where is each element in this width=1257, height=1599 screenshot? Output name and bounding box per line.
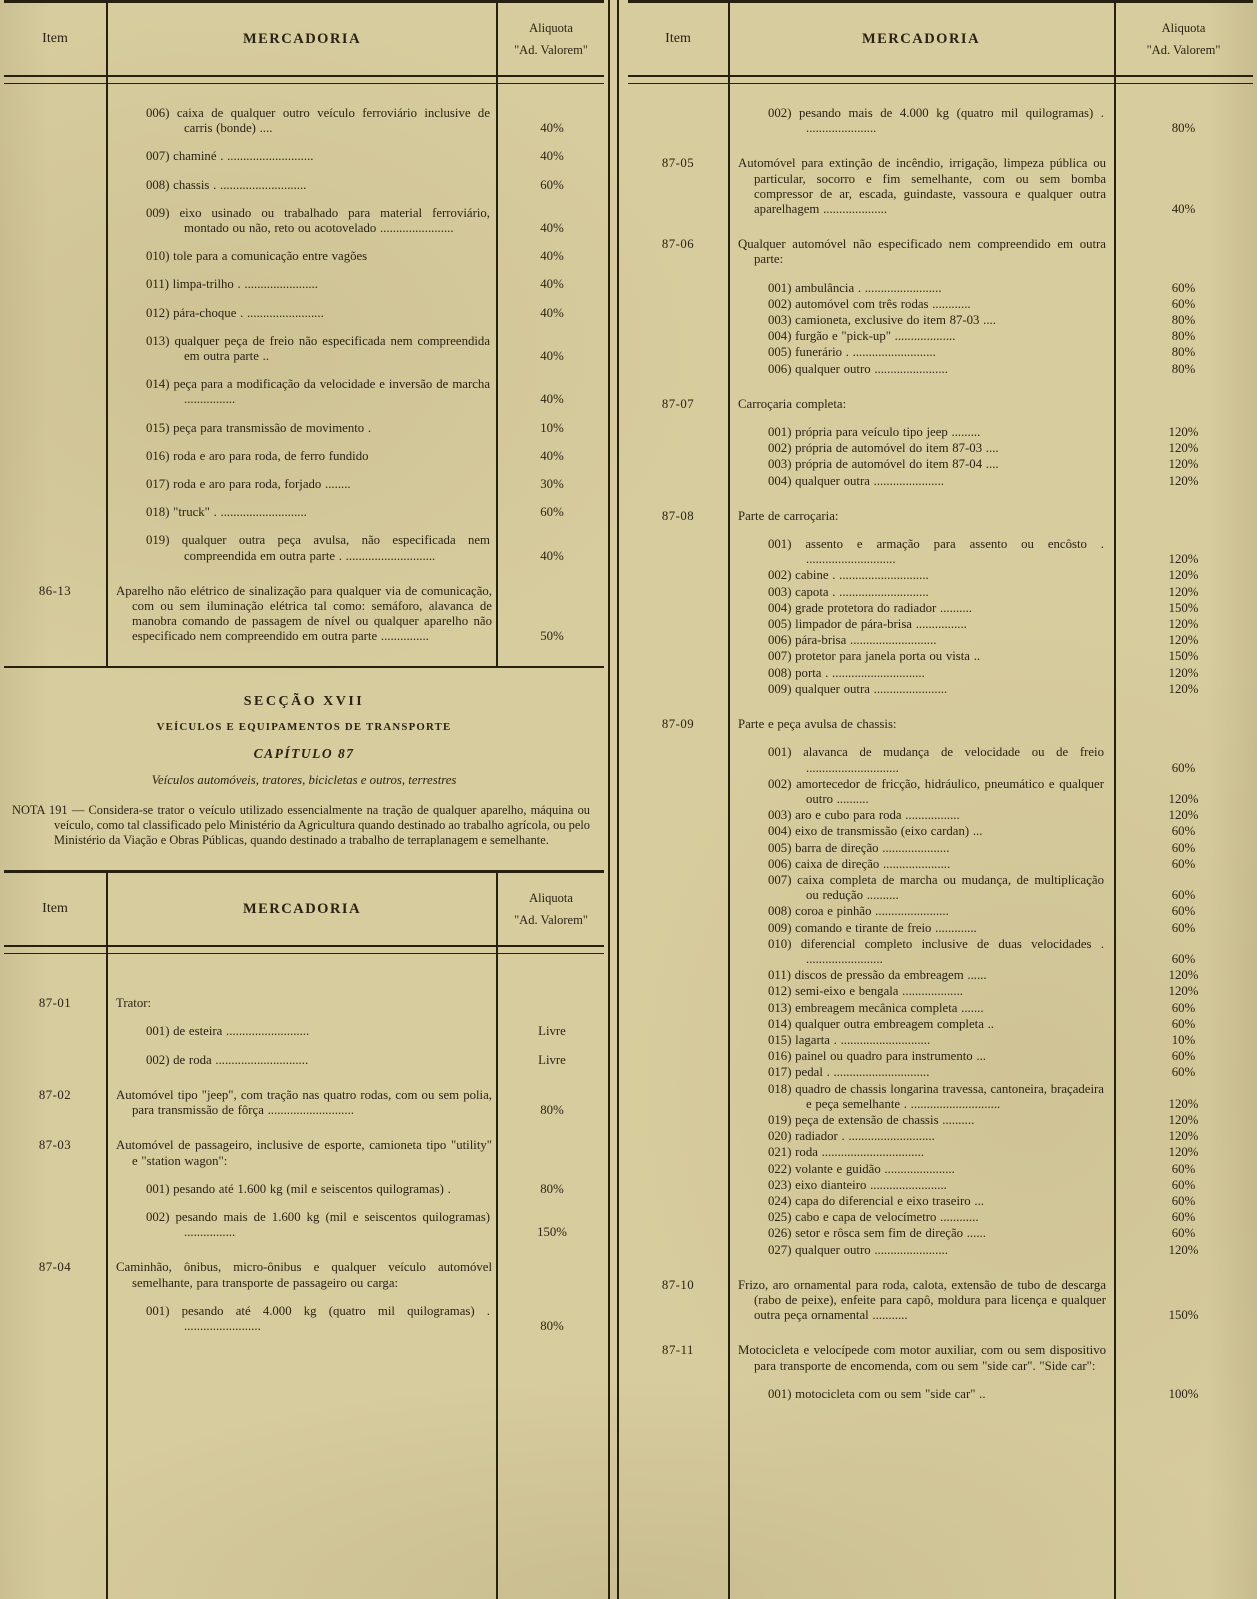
- table-row: [628, 649, 1253, 664]
- description-cell: 002) pesando mais de 4.000 kg (quatro mil quilogramas) . ......................: [768, 106, 1104, 136]
- section-subtitle: VEÍCULOS E EQUIPAMENTOS DE TRANSPORTE: [156, 720, 452, 733]
- table-row: [4, 421, 604, 436]
- table-row: [4, 277, 604, 292]
- description-cell: 002) própria de automóvel do item 87-03 ....: [768, 441, 999, 456]
- table-row: [628, 841, 1253, 856]
- table-row: [4, 377, 604, 407]
- table-row: [628, 921, 1253, 936]
- description-cell: 009) eixo usinado ou trabalhado para material ferroviário, montado ou não, reto ou acotovelado .......................: [146, 205, 490, 236]
- item-code-cell: 87-05: [661, 156, 695, 171]
- table-row: [4, 334, 604, 364]
- table-row: [628, 601, 1253, 616]
- section-title: SECÇÃO XVII: [243, 693, 365, 709]
- rate-cell: 30%: [540, 477, 564, 492]
- header-double-rule: [4, 945, 604, 954]
- description-cell: 027) qualquer outro .......................: [768, 1242, 948, 1257]
- description-cell: 011) discos de pressão da embreagem ......: [768, 968, 987, 983]
- table-row: [4, 149, 604, 164]
- table-row: [628, 937, 1253, 967]
- description-cell: 006) pára-brisa ...........................: [768, 633, 937, 648]
- rate-cell: 60%: [1171, 1161, 1196, 1176]
- description-cell: Carroçaria completa:: [738, 396, 847, 411]
- item-code-cell: 87-10: [661, 1277, 695, 1292]
- description-cell: 001) motocicleta com ou sem "side car" ..: [768, 1386, 986, 1401]
- header-double-rule: [628, 75, 1253, 84]
- rate-cell: 80%: [1171, 121, 1196, 136]
- description-cell: 019) peça de extensão de chassis ..........: [768, 1112, 975, 1127]
- table-row: [4, 449, 604, 464]
- description-cell: Caminhão, ônibus, micro-ônibus e qualquer veículo automóvel semelhante, para transporte de passageiro ou carga:: [116, 1260, 492, 1290]
- table-row: [4, 996, 604, 1011]
- header-mercadoria-label: MERCADORIA: [242, 900, 362, 917]
- column-divider: [608, 0, 619, 1599]
- table-row: [628, 1278, 1253, 1324]
- table-row: [628, 1226, 1253, 1241]
- description-cell: 001) alavanca de mudança de velocidade ou de freio .............................: [768, 745, 1104, 775]
- table-row: [628, 666, 1253, 681]
- item-code-cell: 87-11: [662, 1343, 694, 1358]
- description-cell: 016) roda e aro para roda, de ferro fundido: [146, 448, 369, 463]
- rate-cell: 60%: [1171, 1065, 1196, 1080]
- table-row: [628, 777, 1253, 807]
- header-item-label: Item: [665, 31, 691, 46]
- rate-cell: 60%: [1171, 904, 1196, 919]
- rate-cell: 150%: [1168, 600, 1199, 615]
- description-cell: 002) automóvel com três rodas ............: [768, 296, 971, 311]
- description-cell: 020) radiador . ...........................: [768, 1129, 935, 1144]
- rate-cell: 60%: [1171, 1016, 1196, 1031]
- description-cell: Frizo, aro ornamental para roda, calota, extensão de tubo de descarga (rabo de peixe), enfeite para capô, moldura para licença e qualquer outra peça ornamental ...........: [738, 1277, 1106, 1323]
- description-cell: 004) furgão e "pick-up" ...................: [768, 329, 956, 344]
- rate-cell: 120%: [1168, 681, 1199, 696]
- header-aliquota-label: [498, 3, 604, 75]
- tariff-table-right: [628, 0, 1253, 1599]
- table-row: [628, 457, 1253, 472]
- nota-paragraph: NOTA 191 — Considera-se trator o veículo utilizado essencialmente na tração de qualquer aparelho, máquina ou veículo, como tal classificado pelo Ministério da Agricultura quando destinado ao trabalho agrícola, ou pelo Ministério da Viação e Obras Públicas, quando destinado a trabalho de terraplanagem e semelhante.: [12, 802, 590, 848]
- table-row: [628, 537, 1253, 567]
- chapter-title: CAPÍTULO 87: [253, 745, 355, 761]
- table-row: [4, 1138, 604, 1168]
- description-cell: Qualquer automóvel não especificado nem compreendido em outra parte:: [738, 237, 1106, 267]
- rate-cell: 40%: [540, 221, 564, 236]
- table-row: [628, 156, 1253, 217]
- description-cell: 007) protetor para janela porta ou vista ..: [768, 649, 981, 664]
- rate-cell: 120%: [1168, 1112, 1199, 1127]
- table-row: [628, 1343, 1253, 1373]
- table-row: [628, 808, 1253, 823]
- table-row: [628, 633, 1253, 648]
- rate-cell: 120%: [1168, 984, 1199, 999]
- table-row: [628, 682, 1253, 697]
- rate-cell: 120%: [1168, 1145, 1199, 1160]
- table-row: [628, 585, 1253, 600]
- item-code-cell: 87-06: [661, 237, 695, 252]
- description-cell: 006) caixa de direção .....................: [768, 856, 951, 871]
- rate-cell: 80%: [540, 1103, 564, 1118]
- rate-cell: Livre: [538, 1052, 566, 1067]
- description-cell: 004) eixo de transmissão (eixo cardan) ...: [768, 824, 983, 839]
- table-row: [628, 1145, 1253, 1160]
- table-row: [628, 568, 1253, 583]
- description-cell: 002) de roda .............................: [146, 1052, 309, 1067]
- header-mercadoria-label: MERCADORIA: [242, 30, 362, 47]
- table-body: [4, 954, 604, 1355]
- header-item-label: Item: [42, 901, 68, 917]
- header-aliquota-label: [498, 873, 604, 945]
- table-row: [4, 1210, 604, 1240]
- rate-cell: 80%: [1171, 361, 1196, 376]
- table-row: [628, 745, 1253, 775]
- table-row: [4, 477, 604, 492]
- table-row: [628, 1082, 1253, 1112]
- description-cell: 017) pedal . ..............................: [768, 1065, 930, 1080]
- left-column: [4, 0, 604, 1599]
- table-row: [628, 509, 1253, 524]
- table-row: [628, 1210, 1253, 1225]
- table-row: [628, 717, 1253, 732]
- table-row: [628, 1001, 1253, 1016]
- table-row: [4, 505, 604, 520]
- rate-cell: Livre: [538, 1024, 566, 1039]
- rate-cell: 60%: [1171, 1049, 1196, 1064]
- rate-cell: 120%: [1168, 457, 1199, 472]
- column-rule-aliquota: [1114, 3, 1116, 1599]
- table-row: [628, 1194, 1253, 1209]
- rate-cell: 40%: [540, 121, 564, 136]
- rate-cell: 60%: [1171, 951, 1196, 966]
- table-header: [628, 3, 1253, 75]
- description-cell: 007) caixa completa de marcha ou mudança, de multiplicação ou redução ..........: [768, 872, 1104, 903]
- rate-cell: 50%: [540, 629, 564, 644]
- description-cell: 012) pára-choque . ........................: [146, 305, 324, 320]
- rate-cell: 60%: [1171, 1193, 1196, 1208]
- table-row: [628, 873, 1253, 903]
- column-rule-item: [728, 3, 730, 1599]
- table-row: [628, 1178, 1253, 1193]
- table-header: [4, 873, 604, 945]
- header-mercadoria-label: MERCADORIA: [861, 30, 981, 47]
- rate-cell: 60%: [1171, 888, 1196, 903]
- table-row: [628, 1065, 1253, 1080]
- rate-cell: 40%: [540, 149, 564, 164]
- table-row: [4, 1024, 604, 1039]
- table-row: [628, 329, 1253, 344]
- table-row: [628, 968, 1253, 983]
- table-row: [4, 178, 604, 193]
- rate-cell: 40%: [540, 305, 564, 320]
- rate-cell: 80%: [1171, 329, 1196, 344]
- table-row: [4, 1260, 604, 1290]
- table-row: [628, 397, 1253, 412]
- description-cell: 005) barra de direção .....................: [768, 840, 950, 855]
- description-cell: 003) capota . ............................: [768, 584, 929, 599]
- description-cell: 018) "truck" . ...........................: [146, 505, 307, 520]
- rate-cell: 120%: [1168, 791, 1199, 806]
- rate-cell: 40%: [540, 548, 564, 563]
- description-cell: Automóvel para extinção de incêndio, irrigação, limpeza pública ou particular, socorro e fim semelhante, com ou sem bomba compressor de ar, escada, guindaste, vassoura e qualquer outra aparelhagem ....................: [738, 156, 1106, 217]
- rate-cell: 120%: [1168, 425, 1199, 440]
- rate-cell: 10%: [1171, 1032, 1196, 1047]
- description-cell: Parte e peça avulsa de chassis:: [738, 717, 897, 732]
- rate-cell: 80%: [540, 1181, 564, 1196]
- description-cell: 023) eixo dianteiro ........................: [768, 1177, 947, 1192]
- description-cell: 016) painel ou quadro para instrumento ...: [768, 1049, 987, 1064]
- description-cell: 025) cabo e capa de velocímetro ............: [768, 1210, 979, 1225]
- header-aliquota-line1: Aliquota: [1161, 20, 1206, 35]
- rate-cell: 60%: [1171, 760, 1196, 775]
- description-cell: 004) grade protetora do radiador ..........: [768, 600, 972, 615]
- description-cell: 006) qualquer outro .......................: [768, 361, 948, 376]
- rate-cell: 60%: [1171, 1177, 1196, 1192]
- table-row: [4, 1182, 604, 1197]
- header-double-rule: [4, 75, 604, 84]
- item-code-cell: 87-09: [661, 717, 695, 732]
- table-row: [628, 984, 1253, 999]
- table-row: [628, 824, 1253, 839]
- header-aliquota-line2: "Ad. Valorem": [514, 42, 588, 57]
- description-cell: Parte de carroçaria:: [738, 508, 839, 523]
- item-code-cell: 87-02: [38, 1087, 72, 1102]
- rate-cell: 60%: [1171, 296, 1196, 311]
- header-aliquota-line1: Aliquota: [529, 890, 573, 905]
- rate-cell: 120%: [1168, 552, 1199, 567]
- description-cell: 002) pesando mais de 1.600 kg (mil e seiscentos quilogramas) ................: [146, 1209, 490, 1240]
- table-row: [628, 1017, 1253, 1032]
- rate-cell: 60%: [1171, 920, 1196, 935]
- table-row: [4, 1088, 604, 1118]
- description-cell: 014) qualquer outra embreagem completa ..: [768, 1016, 995, 1031]
- rate-cell: 40%: [1171, 202, 1196, 217]
- table-row: [4, 584, 604, 645]
- description-cell: 001) ambulância . ........................: [768, 280, 942, 295]
- rate-cell: 120%: [1168, 633, 1199, 648]
- rate-cell: 120%: [1168, 441, 1199, 456]
- rate-cell: 120%: [1168, 617, 1199, 632]
- table-row: [628, 237, 1253, 267]
- table-row: [628, 1049, 1253, 1064]
- description-cell: 009) qualquer outra .......................: [768, 681, 948, 696]
- item-code-cell: 87-03: [38, 1138, 72, 1153]
- column-rule-item: [106, 3, 108, 666]
- description-cell: 015) lagarta . ............................: [768, 1032, 931, 1047]
- table-row: [628, 362, 1253, 377]
- table-body: [628, 84, 1253, 1423]
- right-column: [628, 0, 1253, 1599]
- description-cell: 026) setor e rôsca sem fim de direção ......: [768, 1226, 986, 1241]
- table-body: [4, 84, 604, 666]
- description-cell: 003) camioneta, exclusive do item 87-03 ....: [768, 313, 996, 328]
- table-row: [628, 617, 1253, 632]
- table-row: [4, 1053, 604, 1068]
- description-cell: 014) peça para a modificação da velocidade e inversão de marcha ................: [146, 377, 490, 407]
- description-cell: 010) tole para a comunicação entre vagões: [146, 249, 368, 264]
- table-row: [4, 106, 604, 136]
- description-cell: Aparelho não elétrico de sinalização para qualquer via de comunicação, com ou sem iluminação elétrica tal como: semáforo, alavanca de manobra comando de passagem de nível ou qualquer aparelho não especificado nem compreendido em outra parte ...............: [116, 583, 492, 644]
- description-cell: 022) volante e guidão ......................: [768, 1161, 955, 1176]
- table-row: [628, 1129, 1253, 1144]
- rate-cell: 40%: [540, 448, 564, 463]
- rate-cell: 60%: [1171, 1000, 1196, 1015]
- item-code-cell: 87-01: [38, 996, 72, 1011]
- header-aliquota-label: [1114, 3, 1253, 75]
- column-rule-aliquota: [496, 873, 498, 1599]
- table-row: [628, 1243, 1253, 1258]
- rate-cell: 120%: [1168, 584, 1199, 599]
- column-rule-aliquota: [496, 3, 498, 666]
- rate-cell: 120%: [1168, 1129, 1199, 1144]
- description-cell: 008) chassis . ...........................: [146, 177, 307, 192]
- rate-cell: 80%: [1171, 313, 1196, 328]
- tariff-table-left-top: [4, 0, 604, 668]
- rate-cell: 10%: [540, 420, 564, 435]
- rate-cell: 60%: [1171, 1210, 1196, 1225]
- rate-cell: 60%: [1171, 840, 1196, 855]
- table-row: [628, 297, 1253, 312]
- header-aliquota-line2: "Ad. Valorem": [514, 912, 588, 927]
- rate-cell: 40%: [540, 349, 564, 364]
- rate-cell: 120%: [1168, 968, 1199, 983]
- description-cell: 001) pesando até 1.600 kg (mil e seiscentos quilogramas) .: [146, 1181, 451, 1196]
- description-cell: 019) qualquer outra peça avulsa, não especificada nem compreendida em outra parte . ............................: [146, 533, 490, 563]
- rate-cell: 120%: [1168, 473, 1199, 488]
- description-cell: 017) roda e aro para roda, forjado ........: [146, 477, 351, 492]
- rate-cell: 60%: [540, 177, 564, 192]
- item-code-cell: 87-08: [661, 508, 695, 523]
- rate-cell: 120%: [1168, 1096, 1199, 1111]
- table-row: [628, 345, 1253, 360]
- rate-cell: 150%: [1168, 649, 1199, 664]
- item-code-cell: 87-04: [38, 1260, 72, 1275]
- table-row: [628, 1033, 1253, 1048]
- rate-cell: 120%: [1168, 1242, 1199, 1257]
- rate-cell: 40%: [540, 249, 564, 264]
- description-cell: Trator:: [116, 996, 152, 1011]
- description-cell: 008) porta . .............................: [768, 665, 925, 680]
- description-cell: 005) limpador de pára-brisa ................: [768, 617, 967, 632]
- table-row: [4, 533, 604, 563]
- table-row: [628, 281, 1253, 296]
- rate-cell: 60%: [1171, 280, 1196, 295]
- description-cell: 011) limpa-trilho . .......................: [146, 277, 318, 292]
- rate-cell: 60%: [1171, 824, 1196, 839]
- table-row: [628, 474, 1253, 489]
- description-cell: 012) semi-eixo e bengala ...................: [768, 984, 963, 999]
- item-code-cell: 87-07: [661, 396, 695, 411]
- rate-cell: 120%: [1168, 665, 1199, 680]
- table-header: [4, 3, 604, 75]
- chapter-description: Veículos automóveis, tratores, bicicletas e outros, terrestres: [151, 772, 457, 787]
- rate-cell: 80%: [540, 1318, 564, 1333]
- rate-cell: 150%: [537, 1225, 567, 1240]
- description-cell: 001) pesando até 4.000 kg (quatro mil quilogramas) . ........................: [146, 1303, 490, 1333]
- rate-cell: 40%: [540, 277, 564, 292]
- table-row: [628, 1387, 1253, 1402]
- description-cell: 006) caixa de qualquer outro veículo ferroviário inclusive de carris (bonde) ....: [146, 106, 490, 136]
- rate-cell: 150%: [1168, 1308, 1199, 1323]
- column-rule-item: [106, 873, 108, 1599]
- description-cell: 008) coroa e pinhão .......................: [768, 904, 949, 919]
- header-aliquota-line2: "Ad. Valorem": [1146, 42, 1221, 57]
- table-row: [4, 1304, 604, 1334]
- description-cell: 003) aro e cubo para roda .................: [768, 808, 960, 823]
- description-cell: 005) funerário . ..........................: [768, 345, 936, 360]
- rate-cell: 60%: [1171, 1226, 1196, 1241]
- table-row: [628, 1113, 1253, 1128]
- description-cell: 002) amortecedor de fricção, hidráulico, pneumático e qualquer outro ..........: [768, 776, 1104, 806]
- header-aliquota-line1: Aliquota: [529, 20, 573, 35]
- table-row: [628, 425, 1253, 440]
- rate-cell: 40%: [540, 392, 564, 407]
- description-cell: 021) roda ................................: [768, 1145, 924, 1160]
- description-cell: 018) quadro de chassis longarina travessa, cantoneira, braçadeira e peça semelhante . ............................: [768, 1081, 1104, 1111]
- rate-cell: 80%: [1171, 345, 1196, 360]
- table-row: [628, 313, 1253, 328]
- header-item-label: Item: [42, 31, 68, 46]
- table-row: [628, 106, 1253, 136]
- description-cell: 015) peça para transmissão de movimento .: [146, 420, 372, 435]
- description-cell: 004) qualquer outra ......................: [768, 473, 945, 488]
- description-cell: 002) cabine . ............................: [768, 568, 929, 583]
- description-cell: 024) capa do diferencial e eixo traseiro ...: [768, 1193, 984, 1208]
- description-cell: 010) diferencial completo inclusive de duas velocidades . ........................: [768, 936, 1104, 966]
- section-heading-block: [4, 668, 604, 871]
- table-row: [628, 904, 1253, 919]
- rate-cell: 100%: [1168, 1386, 1199, 1401]
- description-cell: Automóvel de passageiro, inclusive de esporte, camioneta tipo "utility" e "station wagon":: [116, 1138, 492, 1168]
- description-cell: Automóvel tipo "jeep", com tração nas quatro rodas, com ou sem polia, para transmissão de fôrça ...........................: [116, 1087, 492, 1118]
- tariff-table-left-bottom: [4, 870, 604, 1599]
- description-cell: 001) assento e armação para assento ou encôsto . ............................: [768, 537, 1104, 567]
- table-row: [628, 857, 1253, 872]
- rate-cell: 60%: [1171, 856, 1196, 871]
- table-row: [4, 206, 604, 236]
- rate-cell: 60%: [540, 505, 564, 520]
- description-cell: 009) comando e tirante de freio .............: [768, 920, 977, 935]
- description-cell: 001) própria para veículo tipo jeep .........: [768, 425, 981, 440]
- description-cell: 013) qualquer peça de freio não especificada nem compreendida em outra parte ..: [146, 333, 490, 364]
- description-cell: 013) embreagem mecânica completa .......: [768, 1000, 984, 1015]
- description-cell: 007) chaminé . ...........................: [146, 149, 314, 164]
- rate-cell: 120%: [1168, 568, 1199, 583]
- description-cell: 001) de esteira ..........................: [146, 1024, 310, 1039]
- table-row: [628, 1162, 1253, 1177]
- description-cell: 003) própria de automóvel do item 87-04 ....: [768, 457, 999, 472]
- rate-cell: 120%: [1168, 808, 1199, 823]
- item-code-cell: 86-13: [38, 583, 72, 598]
- description-cell: Motocicleta e velocípede com motor auxiliar, com ou sem dispositivo para transporte de encomenda, com ou sem "side car". "Side car":: [738, 1343, 1106, 1373]
- table-row: [4, 249, 604, 264]
- table-row: [628, 441, 1253, 456]
- table-row: [4, 306, 604, 321]
